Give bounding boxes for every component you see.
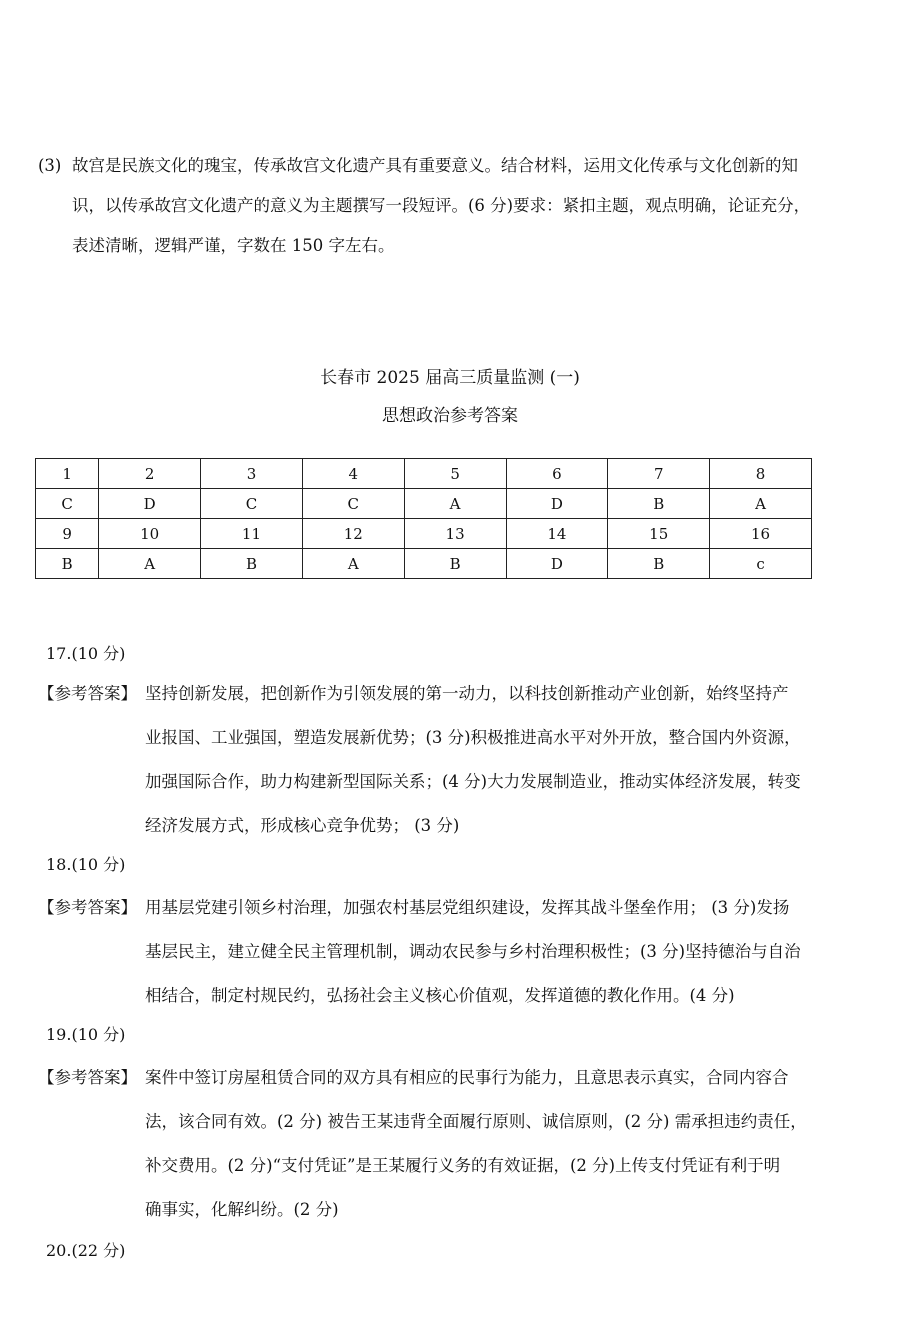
question-20-heading: 20.(22 分) (46, 1241, 126, 1260)
answer-line: 相结合，制定村规民约，弘扬社会主义核心价值观，发挥道德的教化作用。(4 分) (145, 986, 735, 1005)
table-row (36, 549, 812, 579)
answer-body (38, 672, 868, 848)
table-cell: 1 (36, 459, 99, 489)
question-3-line: 识，以传承故宫文化遗产的意义为主题撰写一段短评。(6 分)要求：紧扣主题，观点明确，论证充分， (72, 196, 811, 215)
answer-label: 【参考答案】 (38, 684, 137, 703)
question-3 (38, 146, 878, 266)
table-cell: A (99, 549, 201, 579)
table-cell: B (201, 549, 303, 579)
table-cell: 9 (36, 519, 99, 549)
table-cell: A (302, 549, 404, 579)
answer-body (38, 886, 868, 1018)
answer-line: 确事实，化解纠纷。(2 分) (145, 1200, 339, 1219)
answer-line: 经济发展方式，形成核心竞争优势； (3 分) (145, 816, 460, 835)
question-19-heading: 19.(10 分) (46, 1025, 126, 1044)
table-cell: B (36, 549, 99, 579)
answer-line: 业报国、工业强国，塑造发展新优势；(3 分)积极推进高水平对外开放，整合国内外资源， (145, 728, 801, 747)
table-row (36, 489, 812, 519)
table-cell: 12 (302, 519, 404, 549)
table-cell: A (710, 489, 812, 519)
question-3-text (38, 146, 878, 266)
table-cell: 14 (506, 519, 608, 549)
table-cell: 4 (302, 459, 404, 489)
table-cell: 13 (404, 519, 506, 549)
answer-line: 基层民主，建立健全民主管理机制，调动农民参与乡村治理积极性；(3 分)坚持德治与自治 (145, 942, 801, 961)
table-cell: C (36, 489, 99, 519)
table-cell: 15 (608, 519, 710, 549)
table-cell: 5 (404, 459, 506, 489)
question-19-answer (38, 1056, 868, 1232)
answer-line: 案件中签订房屋租赁合同的双方具有相应的民事行为能力，且意思表示真实，合同内容合 (145, 1068, 789, 1087)
table-cell: D (99, 489, 201, 519)
table-cell: D (506, 549, 608, 579)
question-3-line: 表述清晰，逻辑严谨，字数在 150 字左右。 (72, 236, 395, 255)
table-cell: 7 (608, 459, 710, 489)
page-title: 长春市 2025 届高三质量监测 (一) (320, 368, 580, 388)
table-cell: 3 (201, 459, 303, 489)
answer-line: 加强国际合作，助力构建新型国际关系；(4 分)大力发展制造业，推动实体经济发展，转变 (145, 772, 801, 791)
question-3-line: 故宫是民族文化的瑰宝，传承故宫文化遗产具有重要意义。结合材料，运用文化传承与文化创新的知 (72, 156, 798, 175)
answer-line: 补交费用。(2 分)“支付凭证”是王某履行义务的有效证据，(2 分)上传支付凭证有利于明 (145, 1156, 781, 1175)
table-cell: 16 (710, 519, 812, 549)
answer-line: 坚持创新发展，把创新作为引领发展的第一动力，以科技创新推动产业创新，始终坚持产 (145, 684, 789, 703)
table-cell: 8 (710, 459, 812, 489)
table-row (36, 459, 812, 489)
table-cell: c (710, 549, 812, 579)
question-3-number: (3) (38, 156, 62, 175)
table-row (36, 519, 812, 549)
table-cell: 11 (201, 519, 303, 549)
table-cell: 2 (99, 459, 201, 489)
answer-body (38, 1056, 868, 1232)
answer-line: 用基层党建引领乡村治理，加强农村基层党组织建设，发挥其战斗堡垒作用； (3 分)发扬 (145, 898, 790, 917)
answer-line: 法，该合同有效。(2 分) 被告王某违背全面履行原则、诚信原则，(2 分) 需承担违约责任， (145, 1112, 807, 1131)
answer-label: 【参考答案】 (38, 898, 137, 917)
question-18-heading: 18.(10 分) (46, 855, 126, 874)
table-cell: D (506, 489, 608, 519)
question-17-heading: 17.(10 分) (46, 644, 126, 663)
table-cell: C (201, 489, 303, 519)
table-cell: B (608, 549, 710, 579)
answer-table (35, 458, 812, 579)
table-cell: B (608, 489, 710, 519)
table-cell: 6 (506, 459, 608, 489)
question-18-answer (38, 886, 868, 1018)
table-cell: A (404, 489, 506, 519)
table-cell: C (302, 489, 404, 519)
answer-label: 【参考答案】 (38, 1068, 137, 1087)
table-cell: B (404, 549, 506, 579)
page-subtitle: 思想政治参考答案 (382, 406, 518, 426)
question-17-answer (38, 672, 868, 848)
table-cell: 10 (99, 519, 201, 549)
